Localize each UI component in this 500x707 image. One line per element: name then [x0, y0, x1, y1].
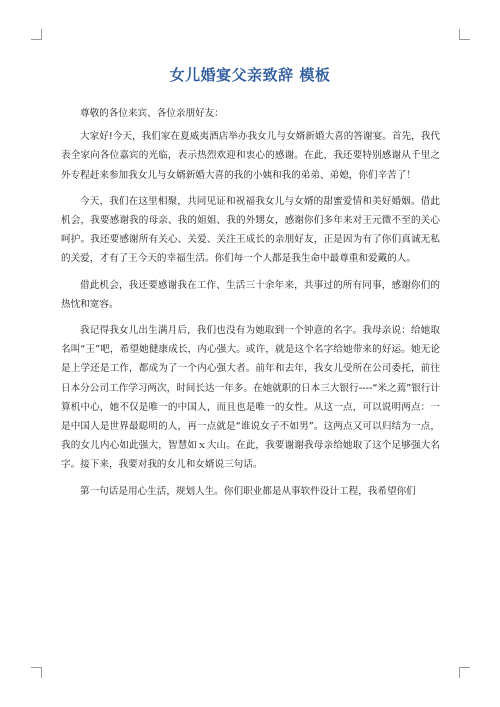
page-corner-mark-top-right [459, 29, 470, 40]
greeting-line: 尊敬的各位来宾、各位亲朋好友： [80, 108, 224, 119]
paragraph: 第一句话是用心生活，规划人生。你们职业都是从事软件设计工程，我希望你们 [80, 485, 416, 497]
paragraph: 大家好!今天，我们家在夏威夷酒店举办我女儿与女婿新婚大喜的答谢宴。首先，我代表全家向各位嘉宾的光临，表示热烈欢迎和衷心的感谢。在此，我还要特别感谢从千里之外专程赶来参加我女儿与女婿新婚大喜的我的小姨和我的弟弟、弟媳，你们辛苦了！ [61, 131, 440, 181]
paragraph: 今天，我们在这里相聚，共同见证和祝福我女儿与女婿的甜蜜爱情和美好婚姻。借此机会，我要感谢我的母亲、我的姐姐、我的外甥女，感谢你们多年来对王元微不至的关心呵护。我还要感谢所有关心、关爱、关注王成长的亲朋好友，正是因为有了你们真诚无私的关爱，才有了王今天的幸福生活。你们每一个人都是我生命中最尊重和爱戴的人。 [61, 195, 440, 265]
page-corner-mark-top-left [31, 29, 42, 40]
paragraph: 借此机会，我还要感谢我在工作、生活三十余年来，共事过的所有同事，感谢你们的热忱和宽容。 [61, 279, 440, 310]
document-title: 女儿婚宴父亲致辞 模板 [169, 66, 331, 84]
paragraph: 我记得我女儿出生满月后，我们也没有为她取到一个钟意的名字。我母亲说：给她取名叫“王”吧，希望她健康成长，内心强大。或许，就是这个名字给她带来的好运。她无论是上学还是工作，都成为了一个内心强大者。前年和去年，我女儿受所在公司委托，前往日本分公司工作学习两次，时间长达一年多。在她就职的日本三大银行----“米之蔫”银行计算机中心，她不仅是唯一的中国人，而且也是唯一的女性。从这一点，可以说明两点：一是中国人是世界最聪明的人，再一点就是“谁说女子不如男”。这两点又可以归结为一点，我的女儿内心如此强大，智慧如ｘ大山。在此，我要谢谢我母亲给她取了这个足够强大名字。接下来，我要对我的女儿和女婿说三句话。 [61, 325, 440, 471]
page-corner-mark-bottom-right [459, 667, 470, 678]
page-corner-mark-bottom-left [31, 667, 42, 678]
document-body [61, 104, 440, 508]
